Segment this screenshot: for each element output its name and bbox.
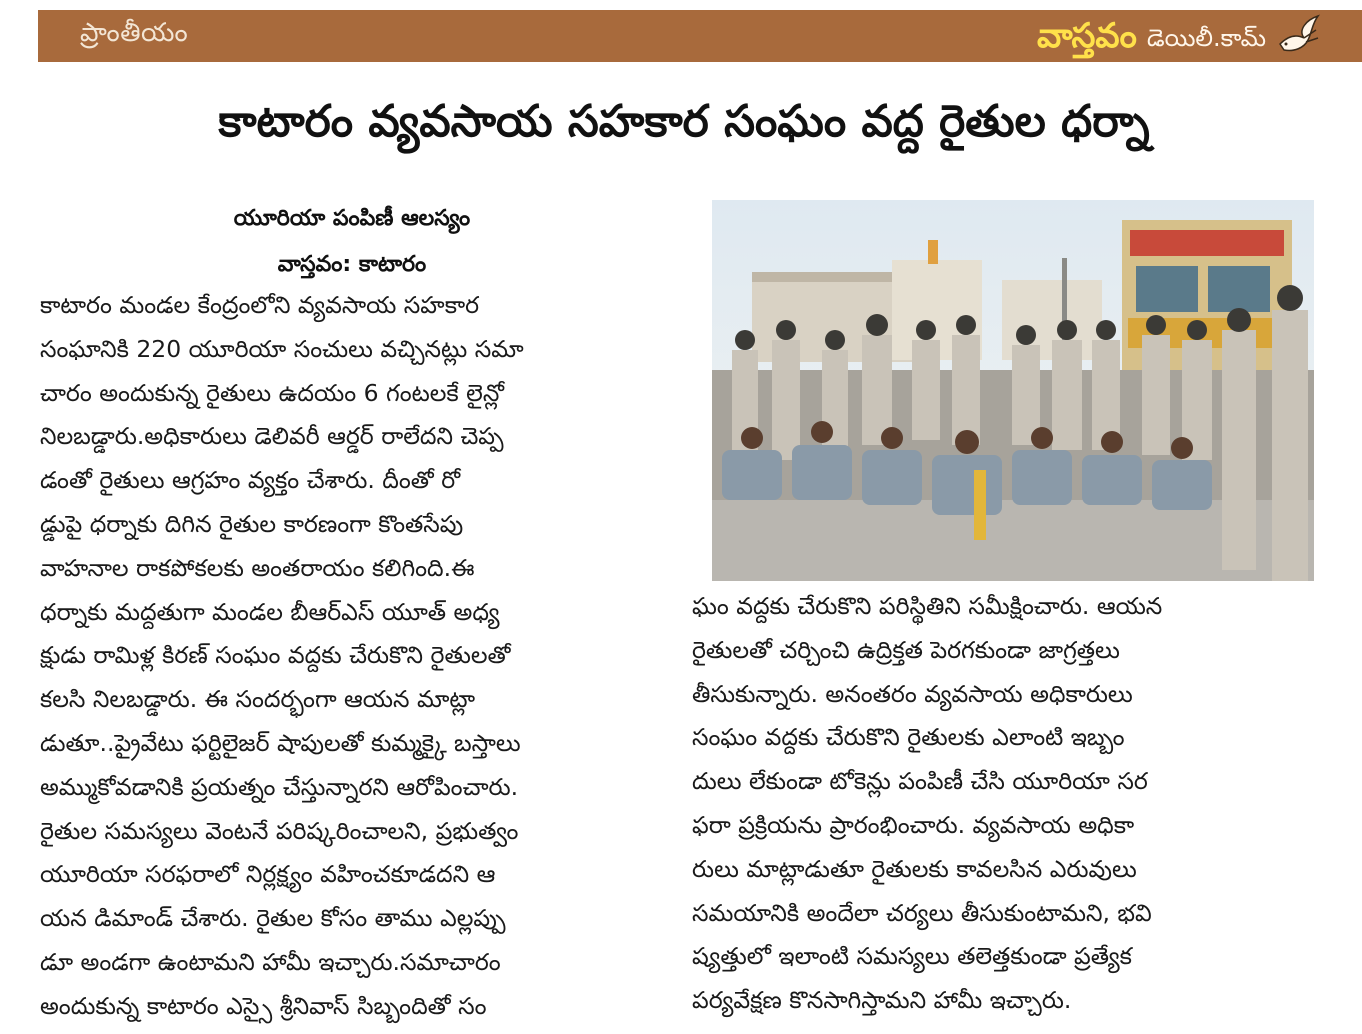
section-label: ప్రాంతీయం [80, 18, 189, 48]
column-1-line: అమ్ముకోవడానికి ప్రయత్నం చేస్తున్నారని ఆరోపించారు. [40, 772, 519, 801]
column-1-line: అందుకున్న కాటారం ఎస్సై శ్రీనివాస్ సిబ్బందితో సం [40, 991, 487, 1020]
column-1-line: కాటారం మండల కేంద్రంలోని వ్యవసాయ సహకార [40, 291, 480, 319]
article-column-2 [692, 585, 1332, 1023]
column-2-line: ఫరా ప్రక్రియను ప్రారంభించారు. వ్యవసాయ అధికా [692, 810, 1135, 839]
column-2-line: పర్యవేక్షణ కొనసాగిస్తామని హామీ ఇచ్చారు. [692, 986, 1072, 1015]
article-column-1 [40, 284, 666, 1029]
brand-name: వాస్తవం [1036, 16, 1137, 56]
column-1-line: సంఘానికి 220 యూరియా సంచులు వచ్చినట్లు సమా [40, 334, 524, 363]
masthead-brand [1037, 14, 1322, 56]
bird-icon [1276, 14, 1322, 56]
column-2-line: ఘం వద్దకు చేరుకొని పరిస్థితిని సమీక్షించారు. ఆయన [692, 592, 1163, 620]
column-1-line: నిలబడ్డారు.అధికారులు డెలివరీ ఆర్డర్ రాలేదని చెప్ప [40, 422, 504, 451]
article-subheadline: యూరియా పంపిణీ ఆలస్యం [233, 206, 471, 231]
article-photo [712, 200, 1314, 581]
column-1-line: యూరియా సరఫరాలో నిర్లక్ష్యం వహించకూడదని ఆ [40, 860, 496, 889]
section-header-bar [38, 10, 1362, 62]
column-1-line: డ్డుపై ధర్నాకు దిగిన రైతుల కారణంగా కొంతసేపు [40, 509, 464, 538]
column-1-line: వాహనాల రాకపోకలకు అంతరాయం కలిగింది.ఈ [40, 553, 475, 582]
column-2-line: సమయానికి అందేలా చర్యలు తీసుకుంటామని, భవి [692, 898, 1152, 927]
column-2-line: రులు మాట్లాడుతూ రైతులకు కావలసిన ఎరువులు [692, 854, 1137, 883]
article-dateline: వాస్తవం: కాటారం [277, 252, 427, 277]
column-1-line: ధర్నాకు మద్దతుగా మండల బీఆర్ఎస్ యూత్ అధ్య [40, 597, 500, 626]
column-2-line: తీసుకున్నారు. అనంతరం వ్యవసాయ అధికారులు [692, 679, 1133, 708]
column-1-line: యన డిమాండ్ చేశారు. రైతుల కోసం తాము ఎల్లప్పు [40, 904, 506, 933]
protest-photo-illustration [712, 200, 1314, 581]
column-2-line: రైతులతో చర్చించి ఉద్రిక్తత పెరగకుండా జాగ్రత్తలు [692, 635, 1120, 664]
column-1-line: రైతుల సమస్యలు వెంటనే పరిష్కరించాలని, ప్రభుత్వం [40, 816, 519, 845]
brand-website: డెయిలీ.కామ్ [1146, 24, 1266, 52]
column-1-line: చారం అందుకున్న రైతులు ఉదయం 6 గంటలకే లైన్లో [40, 378, 504, 407]
article-headline: కాటారం వ్యవసాయ సహకార సంఘం వద్ద రైతుల ధర్నా [218, 96, 1150, 147]
column-1-line: కలసి నిలబడ్డారు. ఈ సందర్భంగా ఆయన మాట్లా [40, 685, 476, 714]
column-2-line: ష్యత్తులో ఇలాంటి సమస్యలు తలెత్తకుండా ప్రత్యేక [692, 942, 1132, 971]
column-1-line: డూ అండగా ఉంటామని హామీ ఇచ్చారు.సమాచారం [40, 947, 501, 976]
column-1-line: క్షుడు రామిళ్ల కిరణ్ సంఘం వద్దకు చేరుకొని రైతులతో [40, 641, 511, 670]
column-2-line: దులు లేకుండా టోకెన్లు పంపిణీ చేసి యూరియా సర [692, 767, 1148, 796]
column-2-line: సంఘం వద్దకు చేరుకొని రైతులకు ఎలాంటి ఇబ్బం [692, 723, 1125, 752]
column-1-line: డుతూ..ప్రైవేటు ఫర్టిలైజర్ షాపులతో కుమ్మక్కై బస్తాలు [40, 728, 521, 757]
column-1-line: డంతో రైతులు ఆగ్రహం వ్యక్తం చేశారు. దీంతో రో [40, 466, 461, 495]
